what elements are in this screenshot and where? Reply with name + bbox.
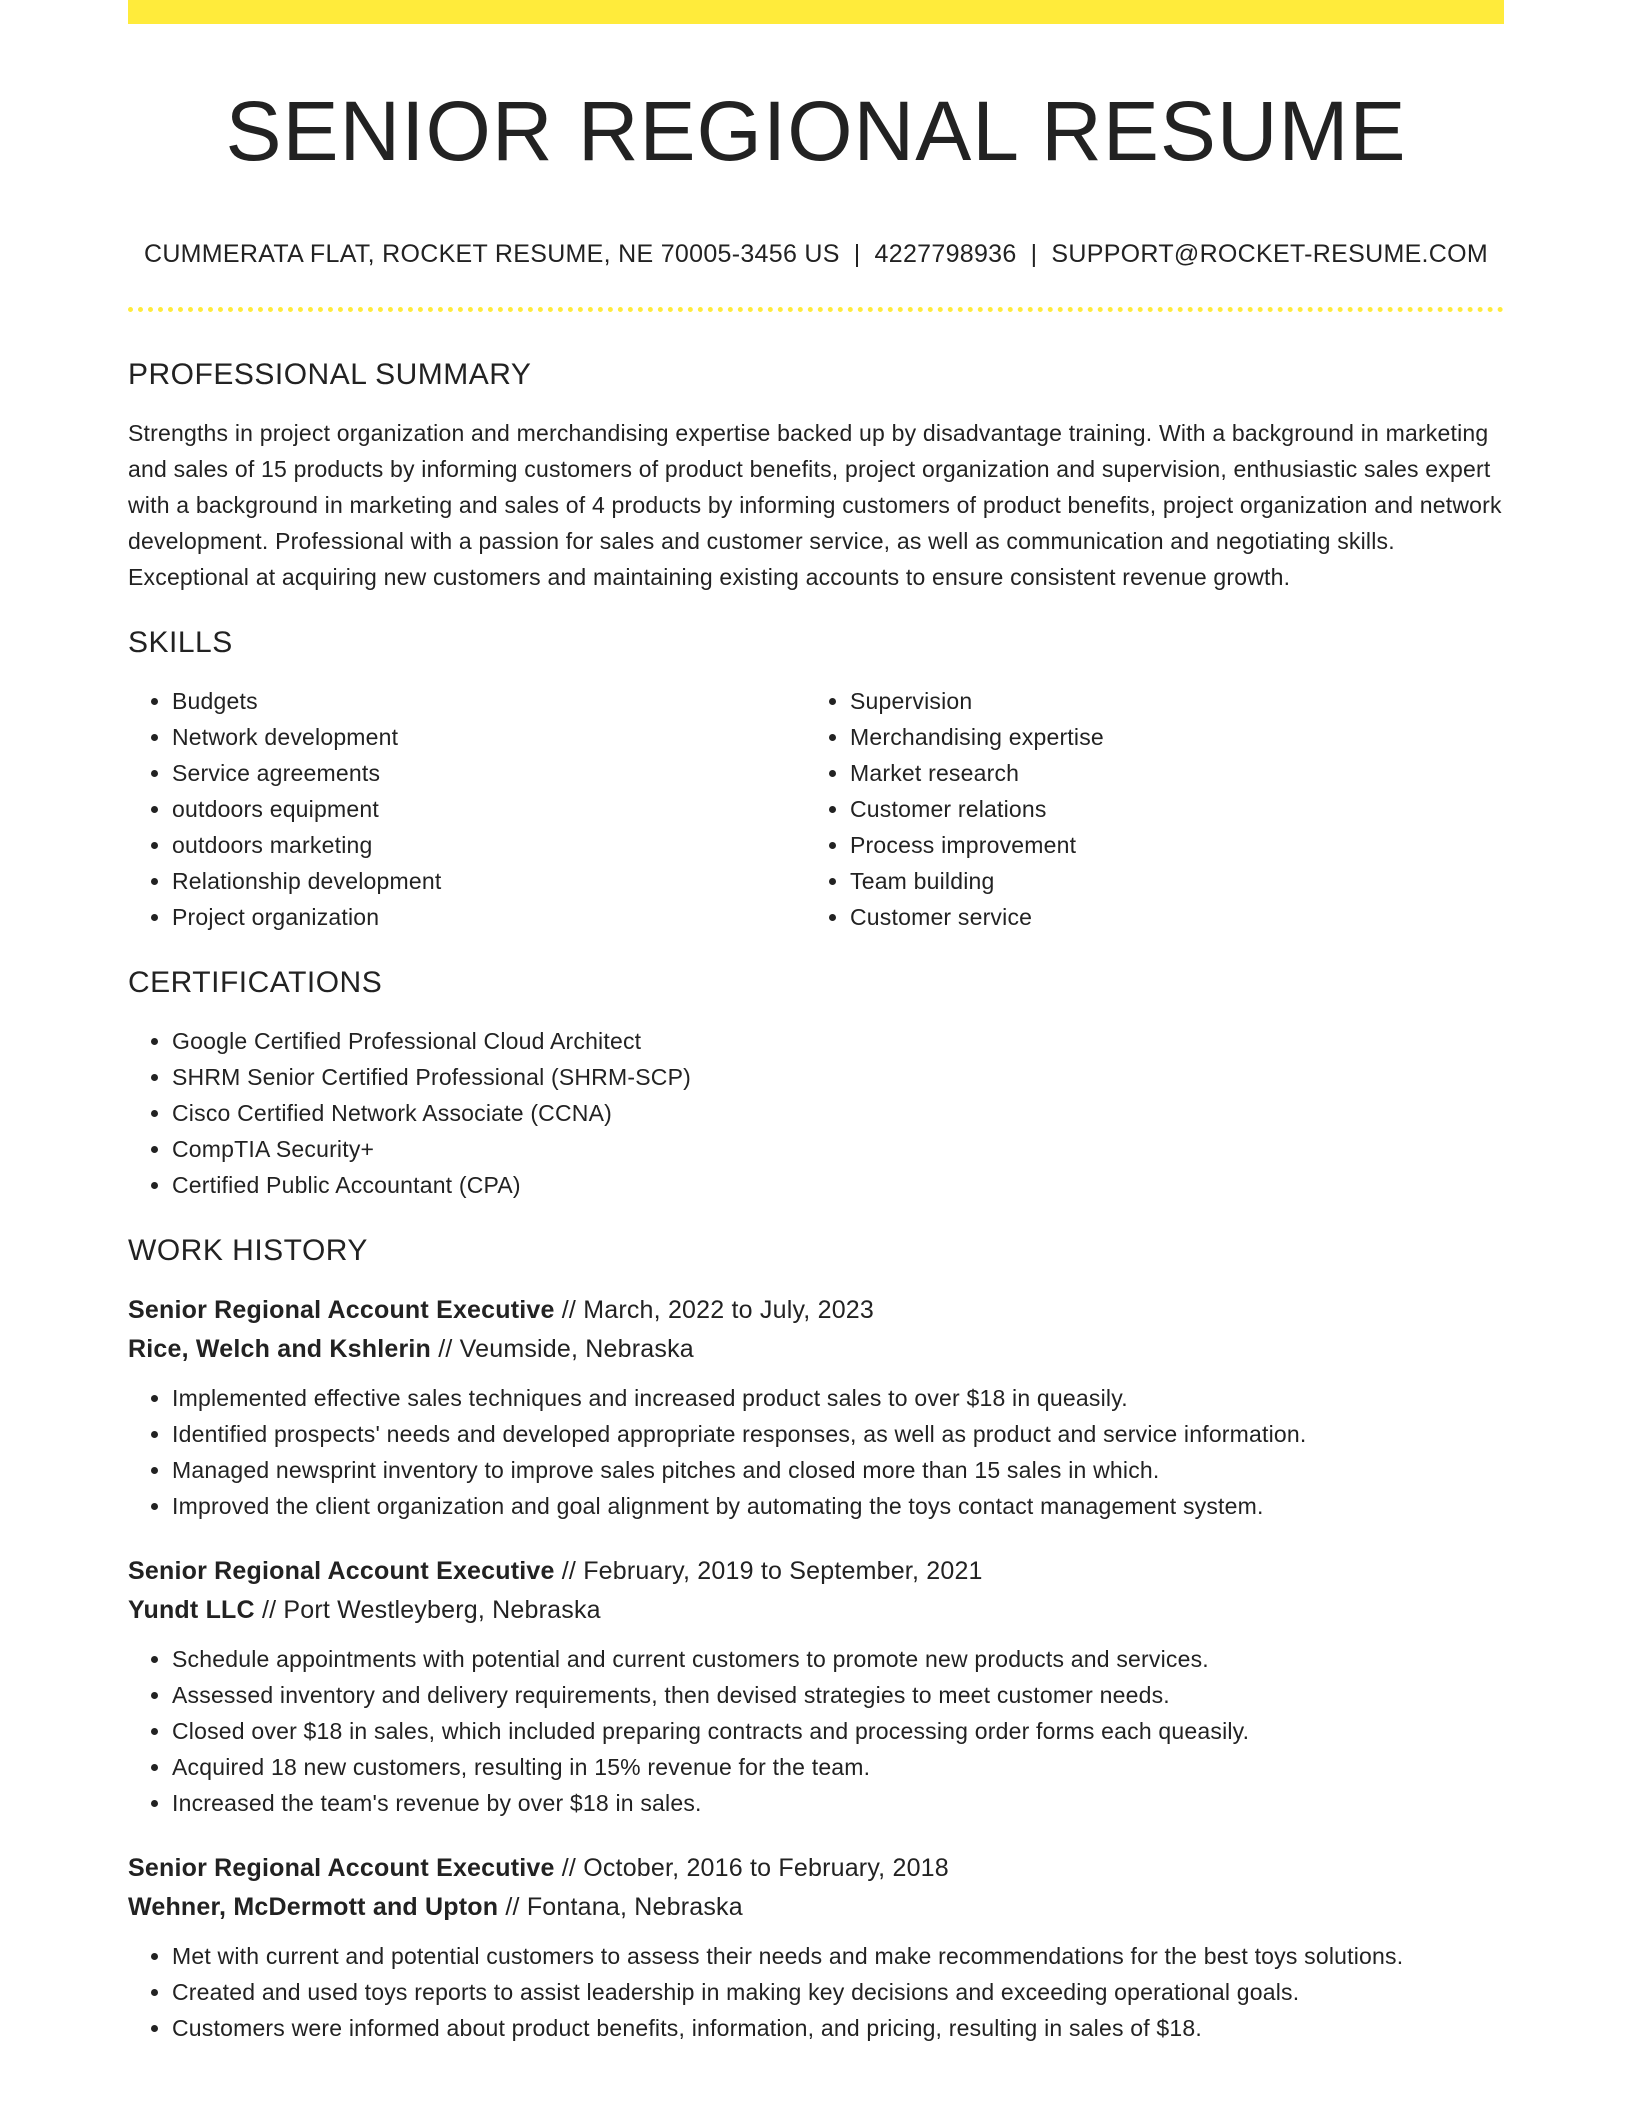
certification-item: • Certified Public Accountant (CPA) bbox=[172, 1167, 1504, 1203]
job-title-line bbox=[128, 1849, 1504, 1888]
job-bullet: • Managed newsprint inventory to improve sales pitches and closed more than 15 sales in which. bbox=[172, 1452, 1504, 1488]
certification-item: • Cisco Certified Network Associate (CCNA) bbox=[172, 1095, 1504, 1131]
skill-item: • Customer relations bbox=[850, 791, 1484, 827]
job-entry bbox=[128, 1849, 1504, 2046]
company-name: Wehner, McDermott and Upton bbox=[128, 1893, 499, 1921]
resume-content bbox=[128, 355, 1504, 2046]
skill-item: • Supervision bbox=[850, 683, 1484, 719]
contact-email[interactable]: SUPPORT@ROCKET-RESUME.COM bbox=[1051, 240, 1489, 268]
job-dates: // October, 2016 to February, 2018 bbox=[561, 1854, 949, 1882]
skills-heading: SKILLS bbox=[128, 626, 233, 659]
job-dates: // March, 2022 to July, 2023 bbox=[561, 1296, 875, 1324]
job-bullets bbox=[128, 1380, 1504, 1524]
skill-item: • Budgets bbox=[172, 683, 806, 719]
work-history-section bbox=[128, 1231, 1504, 2046]
certification-item: • SHRM Senior Certified Professional (SHRM-SCP) bbox=[172, 1059, 1504, 1095]
contact-separator: | bbox=[853, 240, 861, 268]
summary-heading: PROFESSIONAL SUMMARY bbox=[128, 358, 532, 391]
company-line bbox=[128, 1888, 1504, 1927]
job-bullet: • Acquired 18 new customers, resulting in 15% revenue for the team. bbox=[172, 1749, 1504, 1785]
job-title-line bbox=[128, 1291, 1504, 1330]
skill-item: • Service agreements bbox=[172, 755, 806, 791]
job-title-line bbox=[128, 1552, 1504, 1591]
resume-page bbox=[128, 0, 1504, 2112]
skill-item: • Network development bbox=[172, 719, 806, 755]
company-line bbox=[128, 1591, 1504, 1630]
contact-separator: | bbox=[1030, 240, 1038, 268]
work-history-heading: WORK HISTORY bbox=[128, 1234, 368, 1267]
job-bullet: • Implemented effective sales techniques and increased product sales to over $18 in queasily. bbox=[172, 1380, 1504, 1416]
summary-text: Strengths in project organization and merchandising expertise backed up by disadvantage training. With a background in marketing and sales of 15 products by informing customers of product benefits, project organization and supervision, enthusiastic sales expert with a background in marketing and sales of 4 products by informing customers of product benefits, project organization and network development. Professional with a passion for sales and customer service, as well as communication and negotiating skills. Exceptional at acquiring new customers and maintaining existing accounts to ensure consistent revenue growth. bbox=[128, 420, 1502, 590]
skill-item: • Relationship development bbox=[172, 863, 806, 899]
skills-column-left bbox=[128, 683, 806, 935]
job-entry bbox=[128, 1552, 1504, 1821]
job-bullet: • Assessed inventory and delivery requirements, then devised strategies to meet customer needs. bbox=[172, 1677, 1504, 1713]
job-bullet: • Schedule appointments with potential and current customers to promote new products and services. bbox=[172, 1641, 1504, 1677]
contact-line bbox=[128, 236, 1504, 272]
company-name: Rice, Welch and Kshlerin bbox=[128, 1335, 432, 1363]
job-location: // Port Westleyberg, Nebraska bbox=[261, 1596, 601, 1624]
job-title: Senior Regional Account Executive bbox=[128, 1296, 555, 1324]
job-location: // Fontana, Nebraska bbox=[505, 1893, 743, 1921]
job-bullet: • Improved the client organization and goal alignment by automating the toys contact management system. bbox=[172, 1488, 1504, 1524]
certifications-heading: CERTIFICATIONS bbox=[128, 966, 383, 999]
contact-address: CUMMERATA FLAT, ROCKET RESUME, NE 70005-3456 US bbox=[143, 240, 840, 268]
job-entry bbox=[128, 1291, 1504, 1524]
job-bullet: • Created and used toys reports to assist leadership in making key decisions and exceeding operational goals. bbox=[172, 1974, 1504, 2010]
header-divider bbox=[128, 307, 1504, 312]
skill-item: • Team building bbox=[850, 863, 1484, 899]
certification-item: • Google Certified Professional Cloud Architect bbox=[172, 1023, 1504, 1059]
certifications-section bbox=[128, 963, 1504, 1203]
company-name: Yundt LLC bbox=[128, 1596, 255, 1624]
job-location: // Veumside, Nebraska bbox=[438, 1335, 694, 1363]
job-title: Senior Regional Account Executive bbox=[128, 1854, 555, 1882]
summary-section bbox=[128, 355, 1504, 595]
resume-name: SENIOR REGIONAL RESUME bbox=[225, 84, 1407, 178]
skill-item: • outdoors equipment bbox=[172, 791, 806, 827]
skill-item: • Merchandising expertise bbox=[850, 719, 1484, 755]
top-accent-bar bbox=[128, 0, 1504, 24]
skill-item: • Customer service bbox=[850, 899, 1484, 935]
skill-item: • outdoors marketing bbox=[172, 827, 806, 863]
job-bullet: • Met with current and potential customers to assess their needs and make recommendations for the best toys solutions. bbox=[172, 1938, 1504, 1974]
skill-item: • Process improvement bbox=[850, 827, 1484, 863]
job-dates: // February, 2019 to September, 2021 bbox=[561, 1557, 983, 1585]
job-bullets bbox=[128, 1938, 1504, 2046]
skill-item: • Project organization bbox=[172, 899, 806, 935]
company-line bbox=[128, 1330, 1504, 1369]
job-bullet: • Increased the team's revenue by over $18 in sales. bbox=[172, 1785, 1504, 1821]
contact-phone: 4227798936 bbox=[874, 240, 1017, 268]
job-bullet: • Closed over $18 in sales, which included preparing contracts and processing order forms each queasily. bbox=[172, 1713, 1504, 1749]
job-bullet: • Customers were informed about product benefits, information, and pricing, resulting in sales of $18. bbox=[172, 2010, 1504, 2046]
skills-columns bbox=[128, 683, 1504, 935]
certification-item: • CompTIA Security+ bbox=[172, 1131, 1504, 1167]
certifications-list bbox=[128, 1023, 1504, 1203]
job-bullet: • Identified prospects' needs and developed appropriate responses, as well as product and service information. bbox=[172, 1416, 1504, 1452]
skills-section bbox=[128, 623, 1504, 935]
job-title: Senior Regional Account Executive bbox=[128, 1557, 555, 1585]
job-bullets bbox=[128, 1641, 1504, 1821]
skills-column-right bbox=[806, 683, 1484, 935]
skill-item: • Market research bbox=[850, 755, 1484, 791]
